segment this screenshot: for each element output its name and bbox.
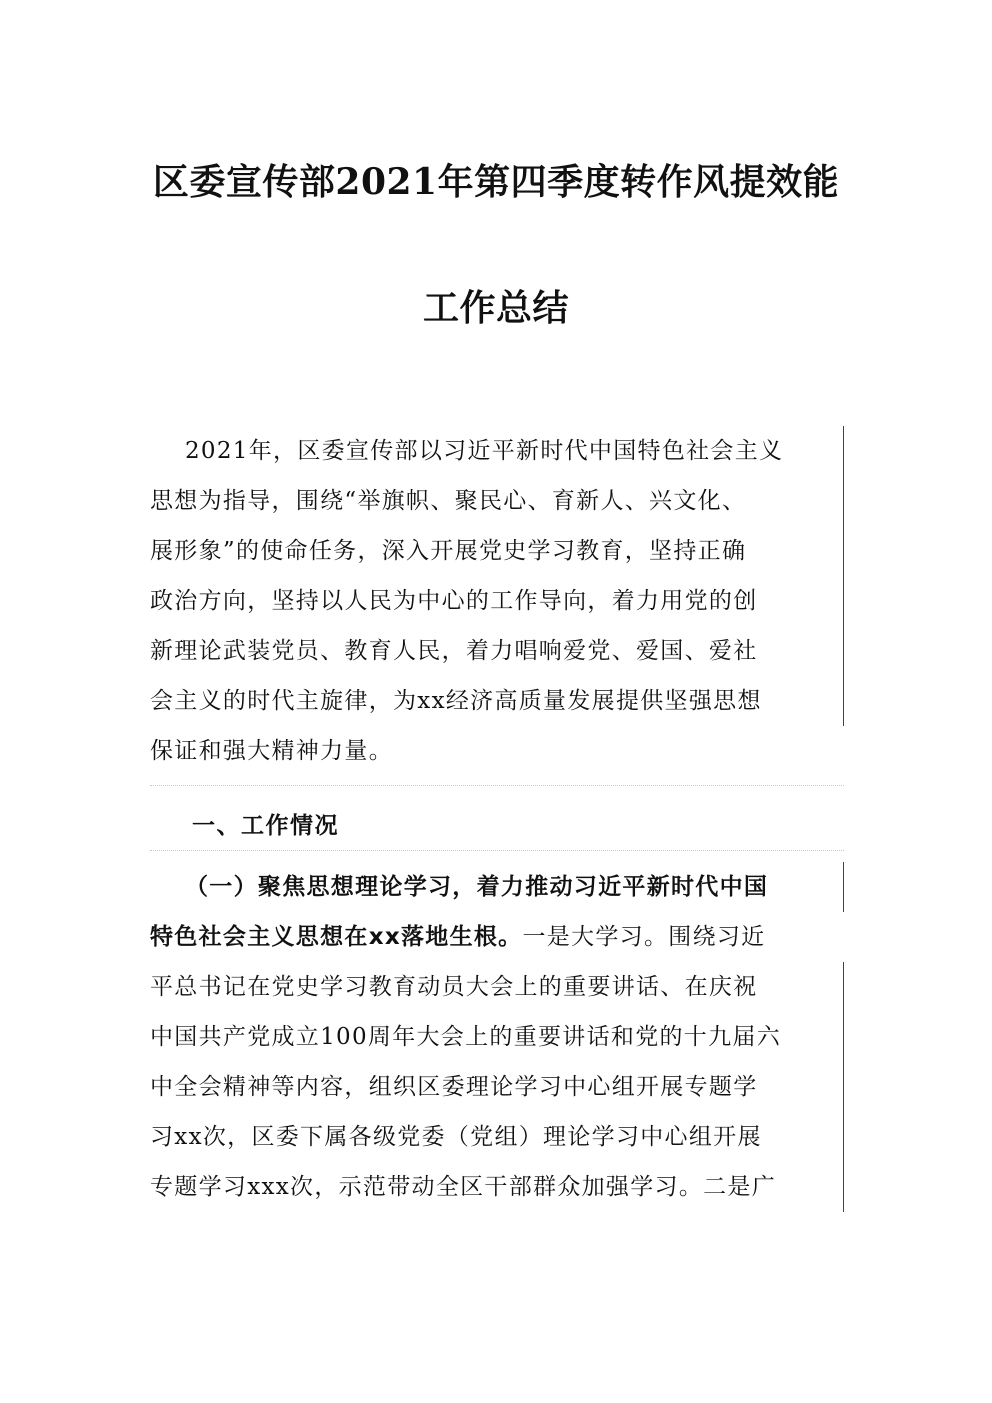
intro-line: 保证和强大精神力量。 [150, 738, 393, 764]
intro-line: 展形象”的使命任务，深入开展党史学习教育，坚持正确 [150, 526, 844, 576]
subsection-line [150, 862, 844, 912]
subsection-line: 习xx次，区委下属各级党委（党组）理论学习中心组开展 [150, 1112, 844, 1162]
intro-paragraph [150, 426, 844, 776]
subsection-text: 一是大学习。围绕习近 [522, 924, 766, 950]
subsection-line: 平总书记在党史学习教育动员大会上的重要讲话、在庆祝 [150, 962, 844, 1012]
subsection-heading-part-1: （一）聚焦思想理论学习，着力推动习近平新时代中国 [185, 874, 769, 900]
subsection-heading-part-2: 特色社会主义思想在xx落地生根。 [150, 924, 523, 950]
subsection-line [150, 912, 844, 962]
intro-line: 新理论武装党员、教育人民，着力唱响爱党、爱国、爱社 [150, 626, 844, 676]
subsection-line: 中全会精神等内容，组织区委理论学习中心组开展专题学 [150, 1062, 844, 1112]
paragraph-divider [150, 850, 844, 851]
subsection-line: 中国共产党成立100周年大会上的重要讲话和党的十九届六 [150, 1012, 844, 1062]
paragraph-divider [150, 785, 844, 786]
document-title-line-1: 区委宣传部2021年第四季度转作风提效能 [152, 161, 840, 203]
subsection-paragraph [150, 862, 844, 1212]
document-title-line-2: 工作总结 [422, 287, 569, 329]
intro-line: 思想为指导，围绕“举旗帜、聚民心、育新人、兴文化、 [150, 476, 844, 526]
subsection-line: 专题学习xxx次，示范带动全区干部群众加强学习。二是广 [150, 1162, 844, 1212]
intro-line: 2021年，区委宣传部以习近平新时代中国特色社会主义 [150, 426, 844, 476]
intro-line: 政治方向，坚持以人民为中心的工作导向，着力用党的创 [150, 576, 844, 626]
intro-line: 会主义的时代主旋律，为xx经济高质量发展提供坚强思想 [150, 676, 844, 726]
section-heading: 一、工作情况 [192, 813, 339, 839]
